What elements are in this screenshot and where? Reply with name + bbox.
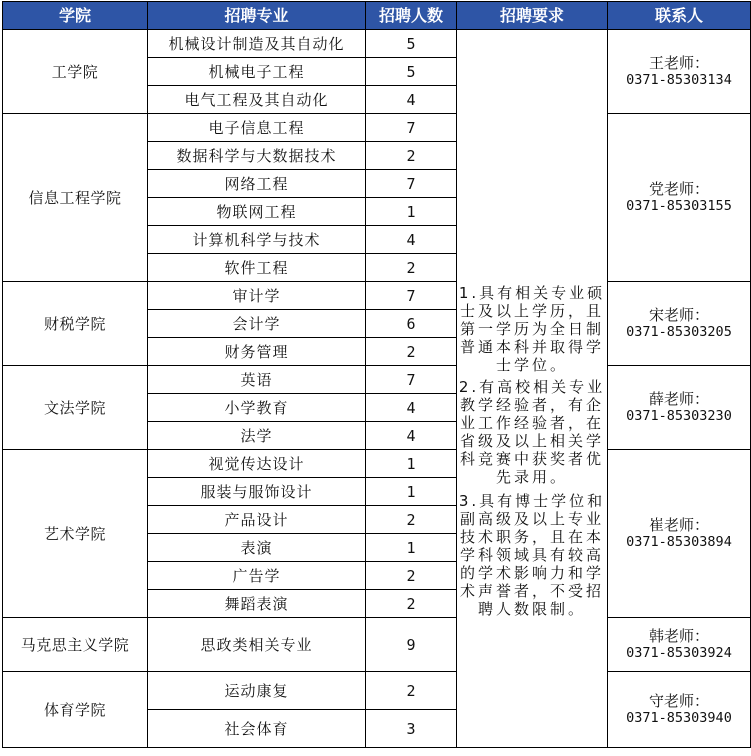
contact-phone: 0371-85303924 [626,645,732,662]
college-cell: 文法学院 [3,366,148,450]
major-cell: 网络工程 [148,170,366,198]
header-major: 招聘专业 [148,2,366,30]
count-cell: 6 [366,310,457,338]
contact-cell [608,618,751,672]
contact-phone: 0371-85303230 [626,408,732,425]
contact-phone: 0371-85303205 [626,324,732,341]
major-cell: 产品设计 [148,506,366,534]
count-cell: 4 [366,226,457,254]
table-row [3,282,751,310]
count-cell: 4 [366,86,457,114]
count-cell: 7 [366,114,457,142]
count-cell: 2 [366,142,457,170]
college-cell: 艺术学院 [3,450,148,618]
contact-cell [608,114,751,282]
contact-name: 党老师： [648,180,709,199]
contact-phone: 0371-85303940 [626,710,732,727]
contact-name: 王老师： [648,54,709,73]
contact-name: 韩老师： [648,627,709,646]
table-row [3,672,751,710]
major-cell: 小学教育 [148,394,366,422]
count-cell: 2 [366,254,457,282]
count-cell: 4 [366,394,457,422]
contact-name: 守老师： [648,692,709,711]
major-cell: 电子信息工程 [148,114,366,142]
major-cell: 英语 [148,366,366,394]
count-cell: 2 [366,672,457,710]
count-cell: 7 [366,282,457,310]
count-cell: 4 [366,422,457,450]
table-row [3,450,751,478]
count-cell: 7 [366,366,457,394]
major-cell: 思政类相关专业 [148,618,366,672]
major-cell: 审计学 [148,282,366,310]
major-cell: 法学 [148,422,366,450]
count-cell: 5 [366,30,457,58]
count-cell: 5 [366,58,457,86]
major-cell: 软件工程 [148,254,366,282]
major-cell: 财务管理 [148,338,366,366]
contact-phone: 0371-85303134 [626,72,732,89]
header-count: 招聘人数 [366,2,457,30]
contact-name: 薛老师： [648,390,709,409]
contact-phone: 0371-85303155 [626,198,732,215]
count-cell: 1 [366,198,457,226]
requirement-2: 2.有高校相关专业教学经验者，有企业工作经验者，在省级及以上相关学科竞赛中获奖者优先录用。 [458,378,606,486]
major-cell: 表演 [148,534,366,562]
college-cell: 信息工程学院 [3,114,148,282]
college-cell: 体育学院 [3,672,148,748]
header-contact: 联系人 [608,2,751,30]
major-cell: 服装与服饰设计 [148,478,366,506]
recruitment-table [2,1,751,748]
contact-name: 宋老师： [648,306,709,325]
contact-cell [608,672,751,748]
major-cell: 物联网工程 [148,198,366,226]
contact-phone: 0371-85303894 [626,534,732,551]
contact-cell [608,282,751,366]
table-row [3,30,751,58]
count-cell: 2 [366,506,457,534]
contact-cell [608,366,751,450]
major-cell: 机械设计制造及其自动化 [148,30,366,58]
count-cell: 2 [366,590,457,618]
count-cell: 7 [366,170,457,198]
count-cell: 9 [366,618,457,672]
table-row [3,618,751,672]
table-row [3,366,751,394]
count-cell: 1 [366,478,457,506]
header-requirements: 招聘要求 [457,2,608,30]
major-cell: 数据科学与大数据技术 [148,142,366,170]
major-cell: 运动康复 [148,672,366,710]
major-cell: 社会体育 [148,710,366,748]
contact-cell [608,30,751,114]
major-cell: 视觉传达设计 [148,450,366,478]
major-cell: 机械电子工程 [148,58,366,86]
contact-cell [608,450,751,618]
requirement-3: 3.具有博士学位和副高级及以上专业 技术职务，且在本学科领域具有较高的学术影响力和学术声誉者，不受招聘人数限制。 [458,492,606,618]
major-cell: 广告学 [148,562,366,590]
count-cell: 2 [366,338,457,366]
header-row [3,2,751,30]
major-cell: 会计学 [148,310,366,338]
major-cell: 计算机科学与技术 [148,226,366,254]
college-cell: 马克思主义学院 [3,618,148,672]
major-cell: 舞蹈表演 [148,590,366,618]
requirement-1: 1.具有相关专业硕士及以上学历，且第一学历为全日制普通本科并取得学士学位。 [458,284,606,374]
header-college: 学院 [3,2,148,30]
table-row [3,114,751,142]
count-cell: 1 [366,534,457,562]
count-cell: 1 [366,450,457,478]
count-cell: 3 [366,710,457,748]
count-cell: 2 [366,562,457,590]
contact-name: 崔老师： [648,516,709,535]
major-cell: 电气工程及其自动化 [148,86,366,114]
requirements-cell [457,30,608,748]
college-cell: 工学院 [3,30,148,114]
college-cell: 财税学院 [3,282,148,366]
